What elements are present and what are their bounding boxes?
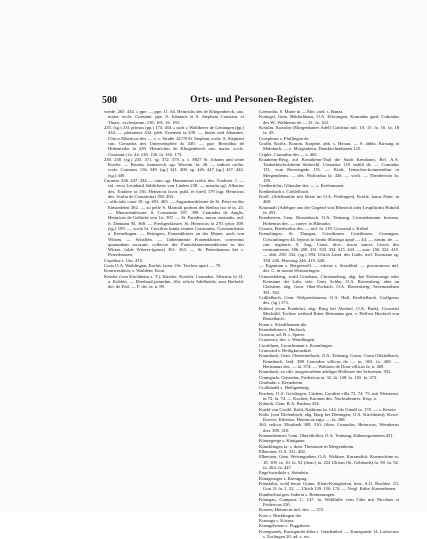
register-entry: Crediertiche, Glüradue des. — s. Kerlenmuen. (259, 183, 345, 189)
register-entry: Crutsvaid s. Heiligkreuzthal. (259, 348, 312, 354)
register-entry: — Eigentum s. Bergerssell. — vitreus s. Strashlinl. — procuratores mil. des. C. in monte Wismoringen. (259, 263, 399, 274)
register-entry: Krumbach, Gem. Oberteuerbach, O.A. Tettnang, Grum. Crum Offzbelbach, Krumbach. leid. 388 Conradus villicus de — in. 363. fa. 468. — Bertramus des. — fa. 374. — Waltarus de Dora villicus fa. n. 469. (259, 353, 399, 369)
register-entry: Koregnauds, Kunegunda abba s. Gnadenthal. — Kunegunde 14. Luibecuse s. Esslingen 20. ad. s. etc. (259, 528, 399, 539)
register-entry: Crumgasla, Cunradus, Fridericus ta. 32. fa. 148. fa. 165. fa. 372. (259, 374, 378, 380)
right-column (259, 109, 399, 539)
register-entry: 230. 238. (sg.) 233. 371. sg. 372. 379. a. c. 8827 St. Johann und seine Kirche. — Bromis. kamarrich. sgr. Wurrim. fa. 48. — indices cache, scole. Constant. 136. 349. (sg.) 341. 400. sg. 426. 447 (sg.) 437. 442. (sg.) 449. (104, 156, 244, 178)
register-entry: 235. (sg.) 231 primus (pp.) 174. 454 » surb » Wallikerer de Leiningen (pp.) 434. — pleisantes 434. pleb. Ertensen ta 439. — hinter und Johannes, Ulrico Albericus des. — s. c. Straße. 417/8 St. Stephan, scole. S. Stephani can. Conradus des Unterseinpfele 4s 430. — ppe. Bertoldus de Hobenreibe fa 439. Heinrichus de Klingenberch can. maior. eccle. Constant.) fa. 44. 120. 136. fa. 165. 173. (104, 124, 244, 157)
register-entry: Cuorbluen, Crouchinnan s. Krumlingen. (259, 342, 334, 348)
register-entry: Kuehl von Grothl. Kuhl, Kathiuns fa. 144. (do Umul) ta. 170. — s. Kroete. (259, 406, 397, 412)
register-entry: — officialis curie 18. sg. 401. 465. — Augustinerkloster de St. Peter an der Einsiedelen 382. — su pelle S. Martiali probsei der Reihsu cur ie ta. 25. — Minoritenkloster. S. Constantie 397. 399. Conradus de Anglis, Heinricus de Gelbicht von 1st. 397. — St. Paradiss. moun. monialis. ord. S. Damiani 94. 368. — Predigerkloster. St. Heinricus fa 270. prior 108. (sg.) 109. — scola St. Crucilius lumia reumis Constantia. Constantiensis a. Kreuzlingen. — Reinigers, Frauenkloster an der Mauer, auch von Wilzen. — Schaffen. — Unbenimmte Frauenkloster, conventus quarundam sororum, collectio der Franziskanerinnenkloster in der Witerz. (alde Witerer-)grene) 361. 363. — St. Petershausen bei s. Petershausen. (104, 199, 244, 258)
register-entry: Crosson, ad. B. s. Spaier. (259, 332, 306, 338)
register-entry: Cripke, Conradus des — s. 402. (259, 151, 318, 157)
register-entry: Crusrsvey, des. s. Wendlingen. (259, 337, 316, 343)
register-entry: Künsfahn, wohl heute Grüne, Klein-Künigbofen, heis: A.O. Buchlee. Ül. Gon. Il. fa. 1. 22. — Ulrich 129. 156. 174. — Vergl. Kühe, Kazmelnnen. (259, 480, 399, 492)
register-entry: Krem s. Schaffhausen die. (259, 321, 308, 327)
page-title: Orts- und Personen-Register. (190, 95, 314, 105)
register-entry: Coenrolin, S. Marie in — Ebe. card. s. Banza. (259, 109, 344, 114)
register-entry: Kruntuali (Adeliger aus der Gegend von Biberach oder Leupfhrim) Hubold fa. 291. (259, 204, 399, 215)
register-entry: Krauheim-Berg, auf Krautheim-Thal die Stadt Kreuhaim, Rel. A.A. Tauberbischofsheim Südoschl. Conradus 118. nobili de. — Conradus 151. vom Ravensgade 151. — Kraft, Teutsches-kommenthur in Mergentheim. — des. Wolfradua fa. 436. — scolt. — Theodericus fa. 159. (259, 156, 399, 184)
register-entry: Elbersten, O.A. 331. 402. (259, 449, 306, 454)
register-entry: Kuchen, O.A. Geislingen, Cüchen, Cuothin villa 72. 74. 75. mit Weissenst. in 72. fa. 74. — Kuchen, Kuonrat des. Nachsalimtrer, Krsp. a. (259, 390, 399, 401)
register-entry: Knengelsmun s. Puggahaus. (259, 523, 311, 529)
page-number: 500 (102, 95, 117, 106)
register-entry: Crißfelbach, Gem. Wolpertshausen, O.A. Hall, Krafftelbach. Cralfgerus des. (sg.) 173. (259, 294, 399, 306)
register-entry: Krombebinre s. Hochsch. (259, 326, 306, 332)
register-entry: Engelswirthsla s. Steinlein. (259, 470, 310, 476)
register-entry: Künigeusger s. Kienigsug. (259, 475, 308, 481)
running-header (102, 95, 402, 109)
register-entry: Kribeol (vom Frankfurt, abg. Burg bei Abtshof, O.A. Burk), Crowmel Mechtild, Tochter weiland Ritter Hermanns gen. v. Heflora Huofach von Reutelbach. (259, 305, 399, 322)
register-entry: Kotingsl, Gem. Böblarhhaus, O.A. Eilwangen, Konradus gard, Cuhradus des W., Waltherus de — 21. fa. 162. (259, 114, 399, 125)
register-entry: Gruthalm s. Kreuzbeim. (259, 379, 304, 385)
register-entry: Kotulin, Kunolin (Morgenkatter Adel) Gottfriur mil. 10. 15. fa. 16. fa. 18 fa. 45. (259, 124, 399, 136)
register-entry: 363. relicta: Elisabetb 308. 310; filius: Cunradus, Heinricus, Wernherus ther. 309. 310. (259, 422, 399, 433)
register-entry: Copelina s. Um. 410. (104, 257, 144, 263)
register-entry: Kreuzlingen. St. Thurgau, Crisrilinsen. Crusilinsen, Crusingen, Criscunlingen 44. leprost in fando illüstriga apud — 44. — nirum. de. — can. regularis. S. Aug. Const. dice., tiucia sancte Crucis des constantiensis. 186. 208. 331. 333. 334. 415. 443. — zuw. 256. 332. 419. — abb. 258. 332. (sg.) 394. Ulrich Land. des Lüdis, mel. Konstanz sg. 338. 246. Ebersing 246. 419. 440. (259, 231, 399, 263)
register-entry: Crüzzeslnberg, wohl Crüzhaus, Christianberg, abg. bei Eulenwangs oder Konstanz der Lahr, sole. Gem. Schler, O.A. Ravensberg. aber an Christine, abg. Gem. Ober-Eschach. O.A. Ravensberg, Sesemunilsim 391. 392. (259, 273, 399, 295)
register-entry: Küneklingen fa. s. dom. Theutonie in Mergentheim. (259, 443, 355, 449)
register-entry: Kidw (von Diefenbach, abg. Burg bei Dettingen, O.A. Kirchheim), Kewe. Kiwwe, Kiberius. Heinricus ergo. — fa. 308. (259, 411, 399, 423)
register-entry: Coris O.A. Waiblingen, Korbis. hoen. Ort. Twelzer upad. — 70. (104, 263, 222, 269)
register-entry: Künzegerge s. Künignau. (259, 438, 306, 444)
register-entry: Crolkhadel s. Heiligenberg. (259, 385, 310, 391)
register-entry: Cuonrat. 436. 447. 434. — cuiu. sgr. Harmanuus scolia. des. Vuoltnoi. 1. — sol. verst Leonhard Süblichertr von Linden 238. — mtarita sgl. Albertus des. Toralere ta 136. Heinricus (scot. publ. et forel) 179 (sgr. Heinricus des. Sculia de Constantia) 198. 203. (104, 178, 244, 199)
register-entry: Kessler (von Kirchheim s. T.), Küssler, Kossler. Conradus. Albertus fa 31. a. Kobbin. — Eberhard poundmi. filii. relicta Adelheidis, suor Berbold. dei. de Pral. — F. div. ta. n. 89. (104, 273, 244, 290)
register-entry: Grafln, Krafts, Krazon, Kraphte. abb. s. Hirsau. — S. abbla. Kirsung in Mainburb. — e. Morgenbern, Domkirchenbazen 125. (259, 140, 399, 152)
register-entry: Kusnaga s. Körpsa. (259, 518, 295, 524)
left-column (104, 109, 244, 464)
register-entry: Elbersten, Gem. Weismgraben, O.A. Waldsee, Karrandich. Kuentschine ta. 18. 100. ta. 10. fa. 92 (dom.) fa. 224 Ulrisus (St. Gebhards) fa. 90. fa. 92. fa. 264. fa. 447. (259, 454, 399, 470)
register-entry: Kübeck, Gem. R.A. Buchau 454. (259, 401, 320, 407)
register-entry: Kurzen, Heinricus mil. des. — 372. (259, 507, 325, 513)
register-entry: Crosplines s. Pfullingen de. (259, 135, 310, 141)
register-entry: Krumbach, ze cdit. ausgestorbene adeliger Hofbeser der Schoenen, 392. (259, 369, 392, 375)
register-entry: Kornwesthein, s. Waiblein. Korn. (104, 268, 166, 274)
register-entry: Crouce, Eberhardus des. — mil. fa. 119. Crowmal s. Kribel. (259, 225, 370, 231)
register-entry: Kreuherren, Gem. Rossenbach, O.A. Tettnang, Crossenbrunne, brussen, Hohenrus der. — conve. in Blimalin. (259, 215, 399, 226)
register-entry: Künzgau, Cumpost. C. 147. fa. Wohlhilfe vom Gilts mit Nicolaus et Fridericus 250. (259, 496, 399, 508)
register-entry: Kurs s. Boeklingen die. (259, 512, 303, 518)
register-entry: Künnenbeimer, Gem. Obereßoffen, O.A. Tettnang, Kükenegremeten 451. (259, 433, 394, 439)
register-entry: Kroll. (Adelfamilie mit Sitzie im O.A. Pettlingen), Kroile, baros Peter, in 468. (259, 194, 399, 205)
register-entry: werde. 265. 434. » ppe. — ppe. 11. 64. Heinrichs des de Klingenbercb, can. maior. eccle. Constant. ppe. 8. Johannis et S. Stephani Constant. et Thuric. ecclesiarum. 136. 165. 16. 183. (104, 109, 244, 125)
register-entry: Kreßenbach s. Crißfelbach. (259, 188, 310, 194)
register-entry: Kumberlina gen. Inderat s. Bremmungen. (259, 491, 336, 497)
